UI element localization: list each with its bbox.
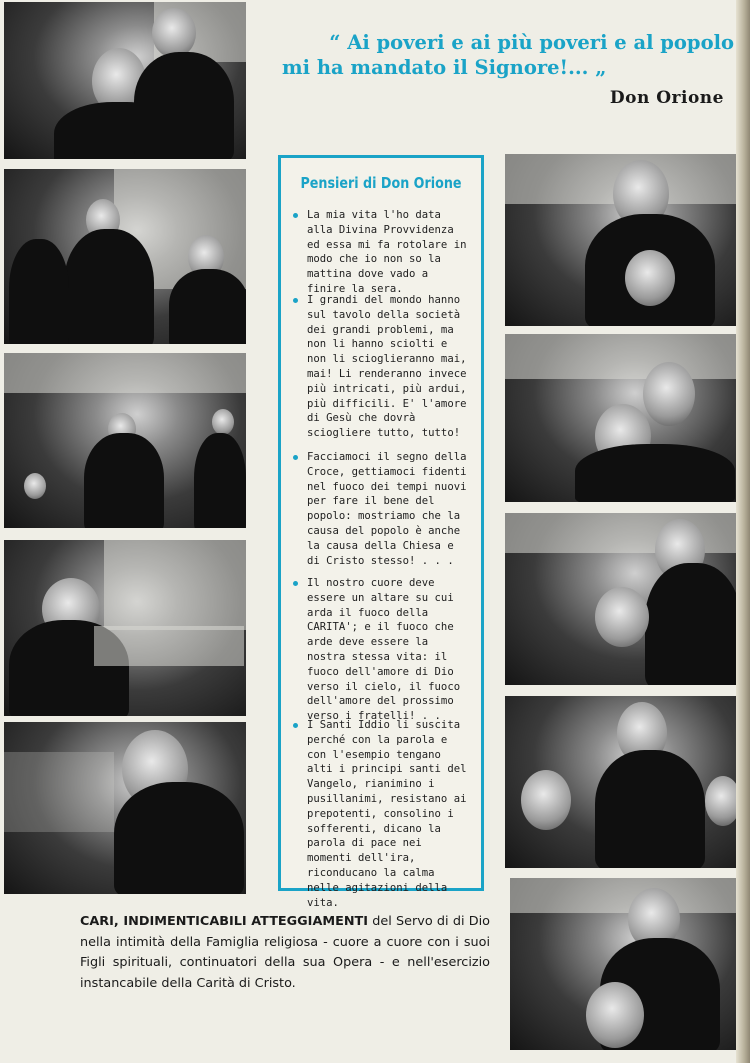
bullet-icon (293, 298, 298, 303)
thought-text: Facciamoci il segno della Croce, gettiamoci fidenti nel fuoco dei tempi nuovi per fare il bene del popolo: mostriamo che la causa del popolo è anche la causa della Chiesa e di Cristo stesso! . . . (307, 451, 467, 567)
photo-right-5 (510, 878, 741, 1050)
thought-paragraph (307, 576, 467, 724)
thought-paragraph (307, 450, 467, 568)
bullet-icon (293, 455, 298, 460)
thought-paragraph (307, 208, 467, 297)
photo-left-3 (4, 353, 246, 528)
quote (272, 30, 734, 80)
thought-text: Il nostro cuore deve essere un altare su cui arda il fuoco della CARITA'; e il fuoco che arde deve essere la nostra stessa vita: il fuoco dell'amore di Dio verso il cielo, il fuoco dell'amore del prossimo verso i fratelli! . . (307, 577, 461, 723)
thought-paragraph (307, 293, 467, 441)
caption-lead: CARI, INDIMENTICABILI ATTEGGIAMENTI (80, 914, 369, 929)
bullet-icon (293, 581, 298, 586)
photo-right-3 (505, 513, 741, 685)
caption (80, 912, 490, 994)
photo-right-2 (505, 334, 741, 502)
page-spine (736, 0, 750, 1063)
thought-text: I Santi Iddio li suscita perché con la parola e con l'esempio tengano alti i principi santi del Vangelo, rianimino i pusillanimi, resistano ai prepotenti, consolino i sofferenti, dicano la parola di pace nei momenti dell'ira, riconducano la calma nelle agitazioni della vita. (307, 719, 467, 909)
caption-rest: del Servo di di Dio nella intimità della Famiglia religiosa - cuore a cuore con i suoi Figli spirituali, continuatori della sua Opera - e nell'esercizio instancabile della Carità di Cristo. (80, 914, 490, 991)
photo-right-1 (505, 154, 741, 326)
bullet-icon (293, 723, 298, 728)
quote-author: Don Orione (609, 88, 724, 108)
thought-text: I grandi del mondo hanno sul tavolo della società dei grandi problemi, ma non li hanno sciolti e non li scioglieranno mai, mai! Li renderanno invece più intricati, più ardui, più difficili. E' l'amore di Gesù che dovrà sciogliere tutto, tutto! (307, 294, 467, 440)
photo-left-1 (4, 2, 246, 159)
bullet-icon (293, 213, 298, 218)
box-title: Pensieri di Don Orione (300, 174, 462, 192)
quote-line-1: “ Ai poveri e ai più poveri e al popolo (329, 31, 734, 54)
photo-right-4 (505, 696, 741, 868)
thought-text: La mia vita l'ho data alla Divina Provvidenza ed essa mi fa rotolare in modo che io non so la mattina dove vado a finire la sera. (307, 209, 467, 295)
photo-left-5 (4, 722, 246, 894)
photo-left-4 (4, 540, 246, 716)
thought-paragraph (307, 718, 467, 910)
thoughts-box (278, 155, 484, 909)
quote-line-2: mi ha mandato il Signore!... „ (282, 56, 607, 79)
photo-left-2 (4, 169, 246, 344)
